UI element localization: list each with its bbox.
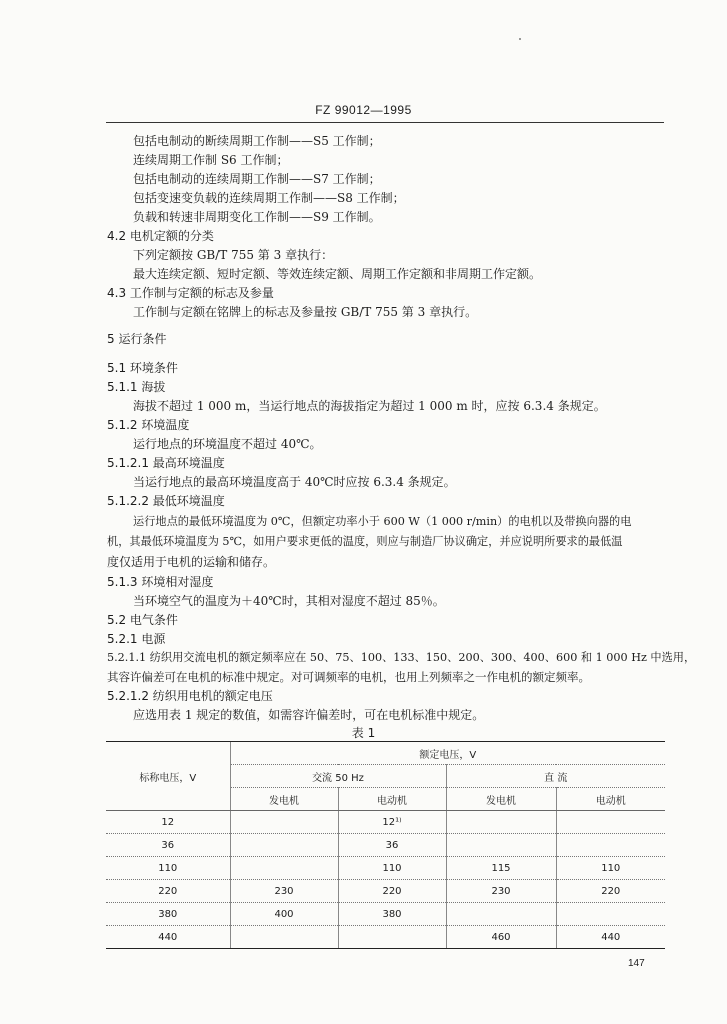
column-header: 发电机 [230, 788, 338, 811]
table-cell: 12 [106, 811, 230, 834]
body-line: 工作制与定额在铭牌上的标志及参量按 GB/T 755 第 3 章执行。 [133, 305, 478, 319]
chapter-heading: 5 运行条件 [107, 332, 167, 346]
table-cell: 220 [106, 880, 230, 903]
dc-header: 直 流 [446, 765, 665, 788]
body-line: 运行地点的环境温度不超过 40℃。 [133, 437, 322, 451]
section-heading: 5.1.2 环境温度 [107, 418, 190, 432]
table-header-row [106, 742, 665, 765]
table-cell: 36 [106, 834, 230, 857]
body-line: 下列定额按 GB/T 755 第 3 章执行： [133, 248, 334, 262]
voltage-table [106, 741, 665, 949]
body-line: 包括变速变负载的连续周期工作制——S8 工作制； [133, 191, 405, 205]
column-header: 发电机 [446, 788, 556, 811]
table-cell: 220 [556, 880, 665, 903]
rated-voltage-header: 额定电压，V [230, 742, 665, 765]
table-cell [446, 903, 556, 926]
table-cell: 230 [446, 880, 556, 903]
table-row [106, 926, 665, 949]
table-cell: 460 [446, 926, 556, 949]
section-heading: 5.2.1.2 纺织用电机的额定电压 [107, 689, 273, 703]
table-cell [556, 811, 665, 834]
section-heading: 5.1.3 环境相对湿度 [107, 575, 214, 589]
table-cell: 110 [338, 857, 446, 880]
table-cell [230, 857, 338, 880]
table-caption: 表 1 [351, 726, 376, 740]
nominal-voltage-header: 标称电压，V [106, 742, 230, 811]
body-line: 运行地点的最低环境温度为 0℃，但额定功率小于 600 W（1 000 r/min）的电机以及带换向器的电 [133, 515, 632, 528]
table-cell: 400 [230, 903, 338, 926]
body-line: 包括电制动的连续周期工作制——S7 工作制； [133, 172, 381, 186]
body-line: 当环境空气的温度为＋40℃时，其相对湿度不超过 85％。 [133, 594, 445, 608]
standard-code-header: FZ 99012—1995 [315, 103, 412, 117]
table-cell [446, 811, 556, 834]
page-number: 147 [628, 958, 645, 969]
table-row [106, 811, 665, 834]
body-line: 海拔不超过 1 000 m，当运行地点的海拔指定为超过 1 000 m 时，应按 6.3.4 条规定。 [133, 399, 606, 413]
table-cell [338, 926, 446, 949]
body-line: 度仅适用于电机的运输和储存。 [107, 555, 276, 569]
body-line: 最大连续定额、短时定额、等效连续定额、周期工作定额和非周期工作定额。 [133, 267, 542, 281]
table-cell [230, 811, 338, 834]
column-header: 电动机 [338, 788, 446, 811]
table-cell [230, 926, 338, 949]
table-cell: 380 [106, 903, 230, 926]
section-heading: 4.2 电机定额的分类 [107, 229, 214, 243]
section-heading: 5.2.1 电源 [107, 632, 166, 646]
table-cell: 36 [338, 834, 446, 857]
body-line: 当运行地点的最高环境温度高于 40℃时应按 6.3.4 条规定。 [133, 475, 456, 489]
table-cell: 220 [338, 880, 446, 903]
ac-header: 交流 50 Hz [230, 765, 446, 788]
table-row [106, 903, 665, 926]
section-heading: 5.1 环境条件 [107, 361, 178, 375]
section-heading: 4.3 工作制与定额的标志及参量 [107, 286, 274, 300]
table-cell [446, 834, 556, 857]
body-line: 5.2.1.1 纺织用交流电机的额定频率应在 50、75、100、133、150、200、300、400、600 和 1 000 Hz 中选用， [107, 651, 696, 664]
section-heading: 5.2 电气条件 [107, 613, 178, 627]
body-line: 连续周期工作制 S6 工作制； [133, 153, 289, 167]
table-cell [556, 834, 665, 857]
table-cell: 110 [556, 857, 665, 880]
table-cell: 440 [106, 926, 230, 949]
scan-speck [519, 38, 521, 40]
header-rule [106, 122, 664, 123]
section-heading: 5.1.2.1 最高环境温度 [107, 456, 225, 470]
table-row [106, 834, 665, 857]
table-cell: 12¹⁾ [338, 811, 446, 834]
table-cell [230, 834, 338, 857]
section-heading: 5.1.2.2 最低环境温度 [107, 494, 225, 508]
section-heading: 5.1.1 海拔 [107, 380, 166, 394]
body-line: 应选用表 1 规定的数值，如需容许偏差时，可在电机标准中规定。 [133, 708, 485, 722]
body-line: 负载和转速非周期变化工作制——S9 工作制。 [133, 210, 381, 224]
table-row [106, 857, 665, 880]
table-cell: 380 [338, 903, 446, 926]
table-cell [556, 903, 665, 926]
table-cell: 115 [446, 857, 556, 880]
table-cell: 230 [230, 880, 338, 903]
body-line: 机，其最低环境温度为 5℃，如用户要求更低的温度，则应与制造厂协议确定，并应说明所要求的最低温 [107, 535, 623, 548]
table-row [106, 880, 665, 903]
column-header: 电动机 [556, 788, 665, 811]
body-line: 其容许偏差可在电机的标准中规定。对可调频率的电机，也用上列频率之一作电机的额定频率。 [107, 670, 590, 684]
body-line: 包括电制动的断续周期工作制——S5 工作制； [133, 134, 381, 148]
table-cell: 440 [556, 926, 665, 949]
table-cell: 110 [106, 857, 230, 880]
